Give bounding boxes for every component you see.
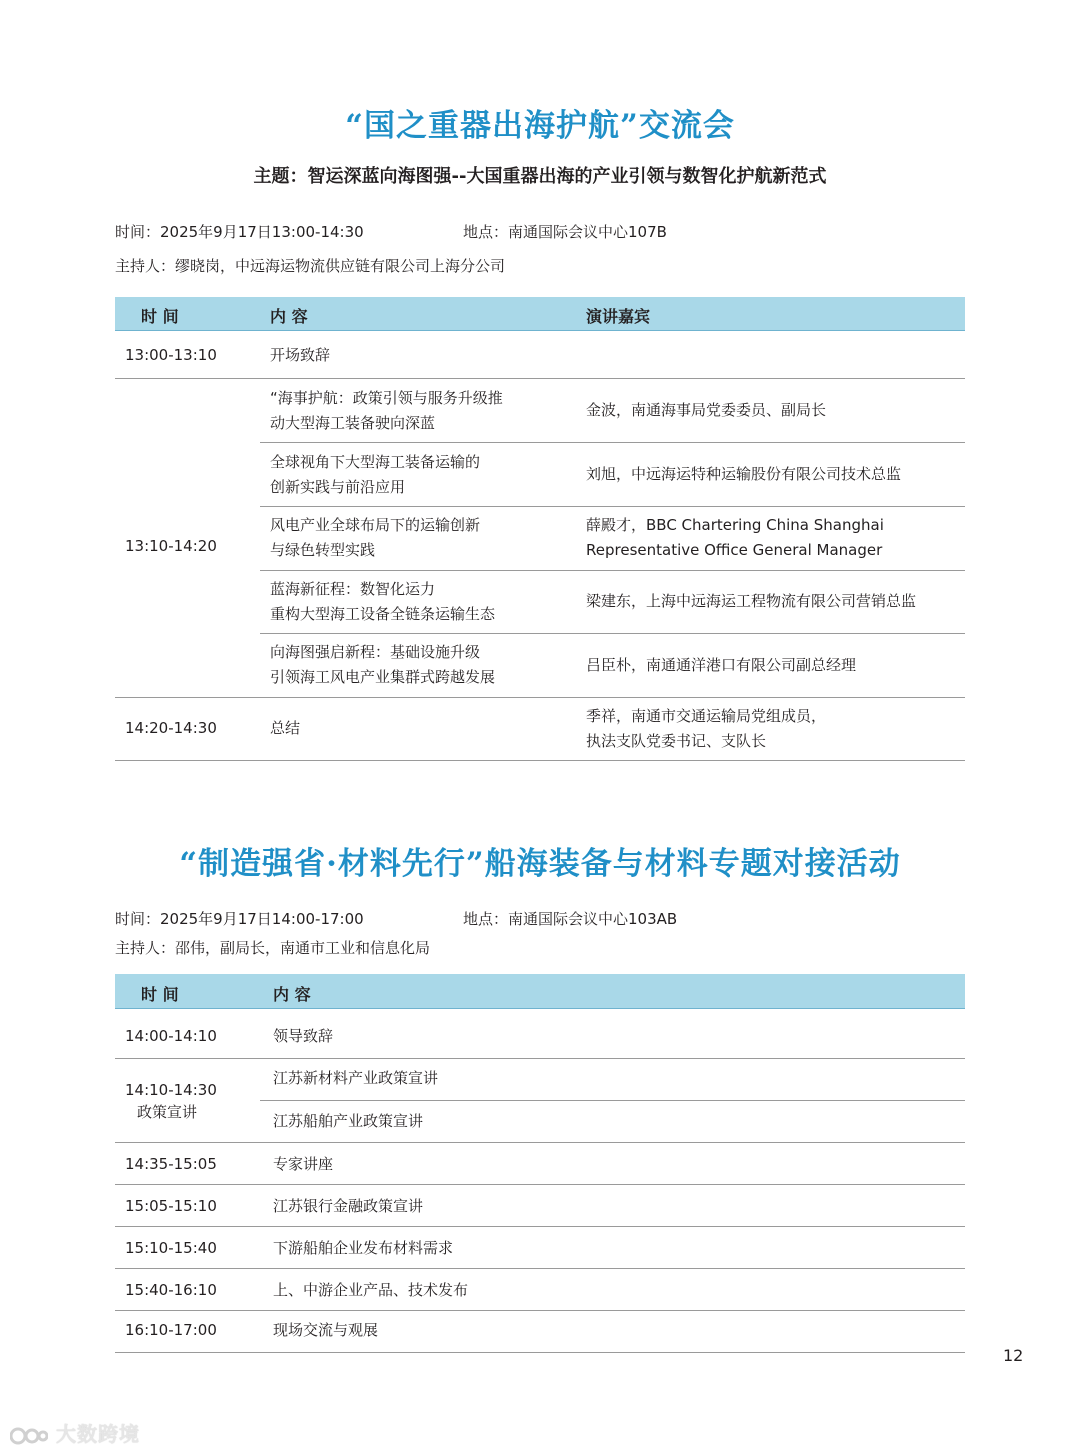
talk-speaker: 吕臣朴，南通通洋港口有限公司副总经理 bbox=[586, 656, 857, 674]
group-time: 14:10-14:30 bbox=[125, 1081, 217, 1099]
watermark-logo-icon bbox=[10, 1424, 48, 1448]
header-speaker: 演讲嘉宾 bbox=[586, 307, 651, 326]
row-divider bbox=[115, 1058, 965, 1059]
talk-title: 向海图强启新程：基础设施升级 引领海工风电产业集群式跨越发展 bbox=[270, 643, 496, 686]
row-content: 上、中游企业产品、技术发布 bbox=[273, 1281, 469, 1299]
row-content: 开场致辞 bbox=[270, 346, 331, 364]
row-time: 14:00-14:10 bbox=[125, 1027, 217, 1045]
row-time: 14:35-15:05 bbox=[125, 1155, 217, 1173]
section2-table-header bbox=[115, 974, 965, 1009]
section1-location: 地点：南通国际会议中心107B bbox=[463, 223, 667, 241]
group-time-note: 政策宣讲 bbox=[137, 1103, 198, 1121]
row-content: 江苏新材料产业政策宣讲 bbox=[273, 1069, 439, 1087]
row-divider bbox=[260, 1100, 965, 1101]
watermark bbox=[10, 1418, 140, 1448]
row-content: 现场交流与观展 bbox=[273, 1321, 379, 1339]
section1-time: 时间：2025年9月17日13:00-14:30 bbox=[115, 223, 364, 241]
talk-title: 全球视角下大型海工装备运输的 创新实践与前沿应用 bbox=[270, 453, 481, 496]
row-time: 13:00-13:10 bbox=[125, 346, 217, 364]
row-time: 14:20-14:30 bbox=[125, 719, 217, 737]
talk-speaker: 薛殿才，BBC Chartering China Shanghai Representative Office General Manager bbox=[586, 516, 884, 559]
section1-table-header bbox=[115, 297, 965, 331]
row-divider bbox=[260, 442, 965, 443]
table-bottom-rule bbox=[115, 1352, 965, 1353]
row-content: 下游船舶企业发布材料需求 bbox=[273, 1239, 454, 1257]
section2-location: 地点：南通国际会议中心103AB bbox=[463, 910, 678, 928]
talk-speaker: 梁建东，上海中远海运工程物流有限公司营销总监 bbox=[586, 592, 917, 610]
watermark-text: 大数跨境 bbox=[55, 1422, 140, 1446]
row-time: 15:10-15:40 bbox=[125, 1239, 217, 1257]
row-content: 专家讲座 bbox=[273, 1155, 334, 1173]
page-number: 12 bbox=[1003, 1346, 1024, 1365]
table-bottom-rule bbox=[115, 760, 965, 761]
header-time: 时 间 bbox=[141, 985, 179, 1004]
section1-host: 主持人：缪晓岗，中远海运物流供应链有限公司上海分公司 bbox=[115, 257, 506, 275]
row-divider bbox=[260, 633, 965, 634]
row-time: 16:10-17:00 bbox=[125, 1321, 217, 1339]
row-time: 15:40-16:10 bbox=[125, 1281, 217, 1299]
row-divider bbox=[115, 1184, 965, 1185]
header-content: 内 容 bbox=[270, 307, 308, 326]
row-content: 领导致辞 bbox=[273, 1027, 334, 1045]
row-content: 江苏银行金融政策宣讲 bbox=[273, 1197, 424, 1215]
header-time: 时 间 bbox=[141, 307, 179, 326]
talk-title: 风电产业全球布局下的运输创新 与绿色转型实践 bbox=[270, 516, 481, 559]
group-time: 13:10-14:20 bbox=[125, 537, 217, 555]
row-divider bbox=[115, 1310, 965, 1311]
row-divider bbox=[115, 697, 965, 698]
row-divider bbox=[260, 570, 965, 571]
row-content: 总结 bbox=[270, 719, 301, 737]
header-content: 内 容 bbox=[273, 985, 311, 1004]
row-divider bbox=[115, 1142, 965, 1143]
row-divider bbox=[115, 1268, 965, 1269]
talk-speaker: 金波，南通海事局党委委员、副局长 bbox=[586, 401, 827, 419]
section2-time: 时间：2025年9月17日14:00-17:00 bbox=[115, 910, 364, 928]
row-time: 15:05-15:10 bbox=[125, 1197, 217, 1215]
section1-subtitle: 主题：智运深蓝向海图强--大国重器出海的产业引领与数智化护航新范式 bbox=[253, 166, 827, 187]
talk-title: 蓝海新征程：数智化运力 重构大型海工设备全链条运输生态 bbox=[270, 580, 496, 623]
talk-speaker: 刘旭，中远海运特种运输股份有限公司技术总监 bbox=[586, 465, 902, 483]
talk-speaker: 季祥，南通市交通运输局党组成员， 执法支队党委书记、支队长 bbox=[586, 707, 827, 750]
section2-host: 主持人：邵伟，副局长，南通市工业和信息化局 bbox=[115, 939, 431, 957]
talk-title: “海事护航：政策引领与服务升级推 动大型海工装备驶向深蓝 bbox=[270, 389, 503, 432]
section1-title: “国之重器出海护航”交流会 bbox=[345, 108, 735, 144]
row-content: 江苏船舶产业政策宣讲 bbox=[273, 1112, 424, 1130]
row-divider bbox=[115, 1226, 965, 1227]
row-divider bbox=[260, 506, 965, 507]
row-divider bbox=[115, 378, 965, 379]
section2-title: “制造强省·材料先行”船海装备与材料专题对接活动 bbox=[179, 846, 901, 882]
